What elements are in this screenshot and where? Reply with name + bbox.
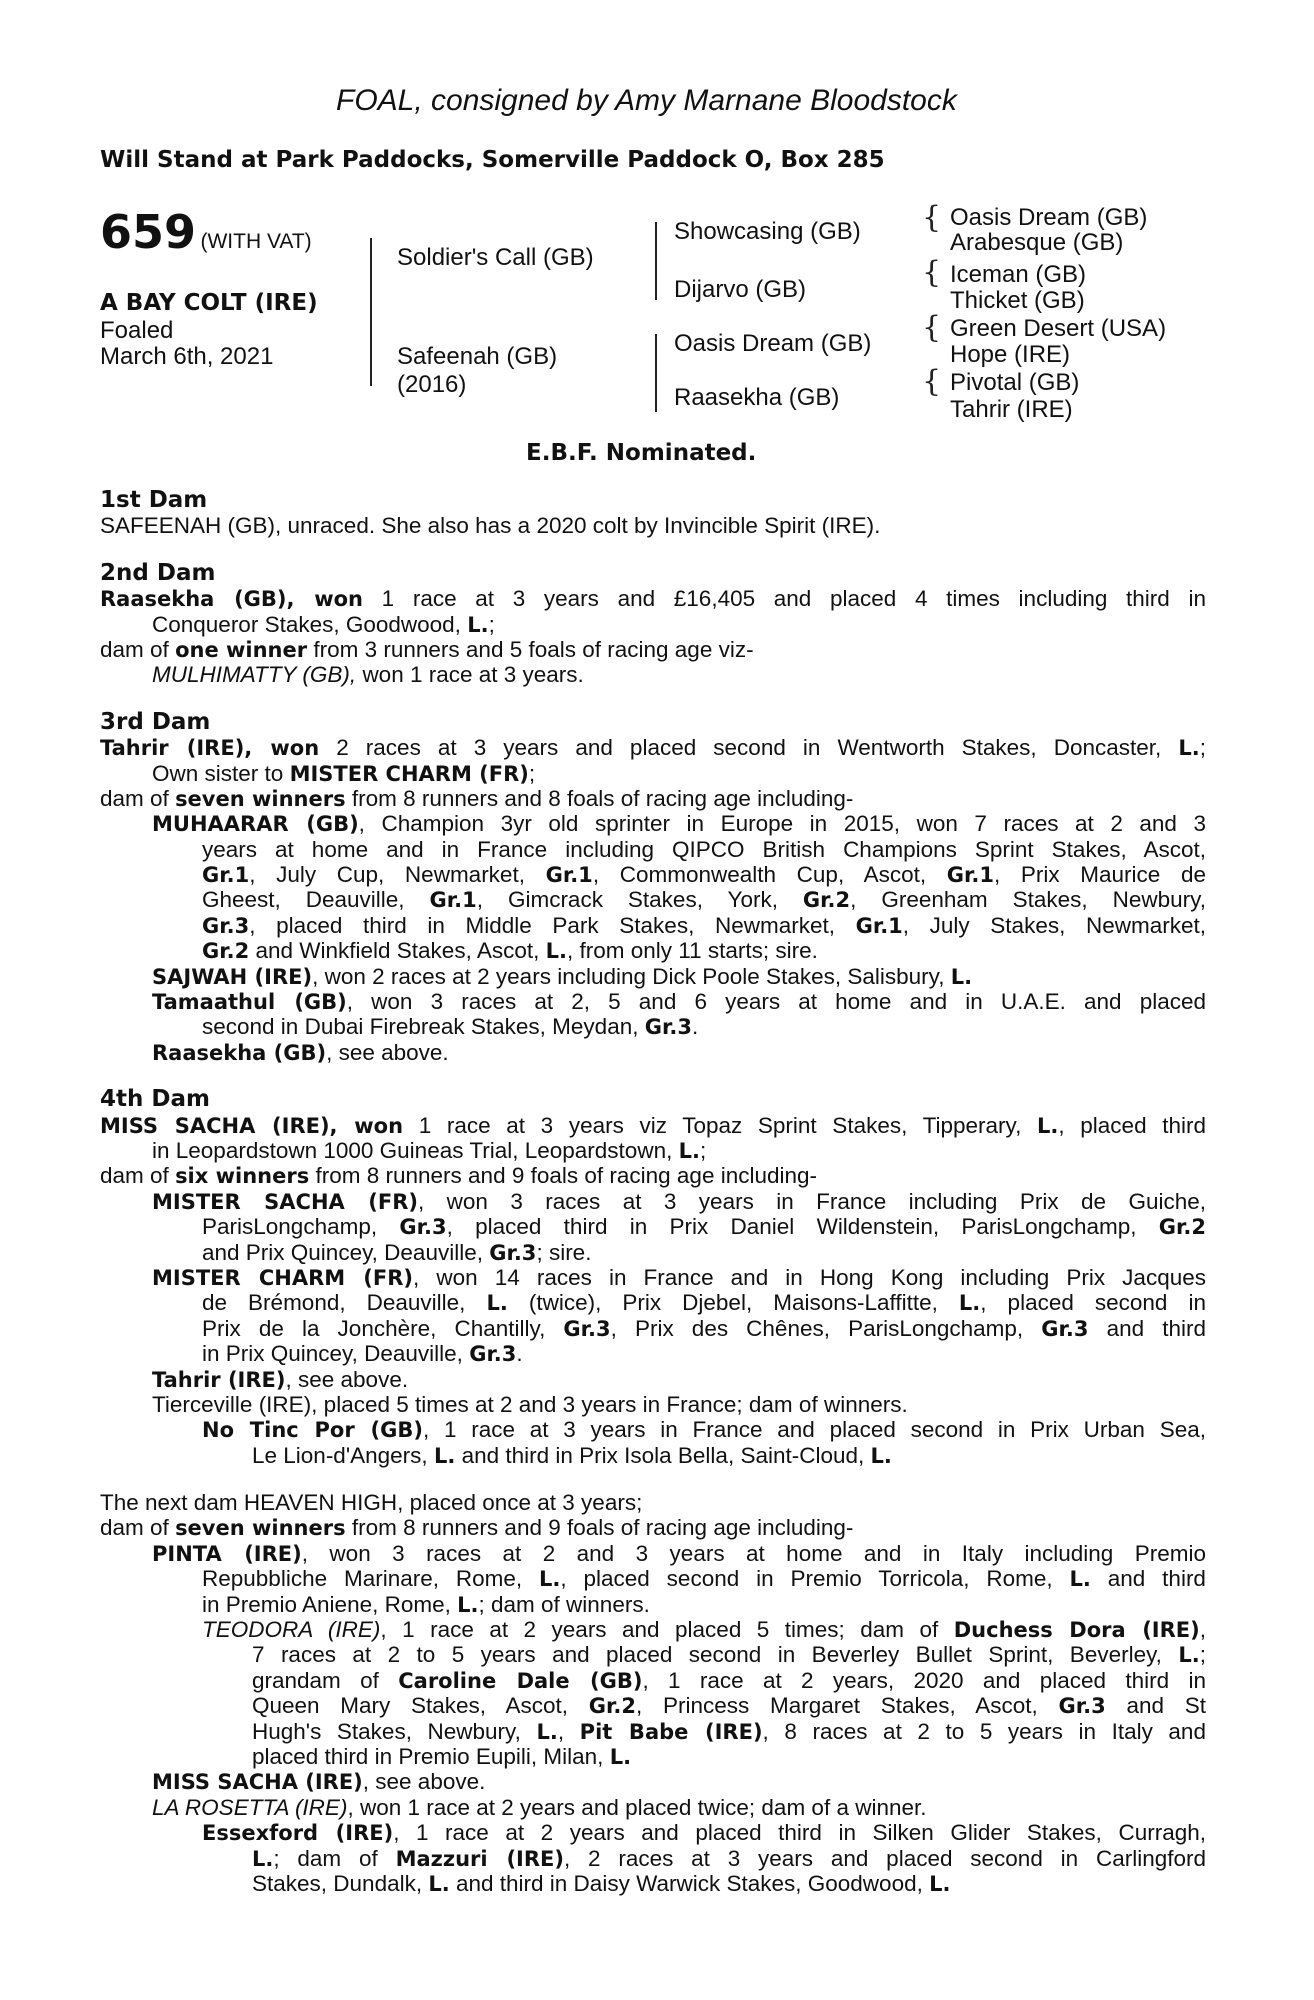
tierceville-line: Tierceville (IRE), placed 5 times at 2 and 3 years in France; dam of winners. (152, 1391, 908, 1417)
second-dam-line-4: MULHIMATTY (GB), won 1 race at 3 years. (152, 662, 584, 688)
mister-sacha-line-1: MISTER SACHA (FR), won 3 races at 3 years in France including Prix de Guiche, (152, 1188, 1207, 1214)
brace-4: { (922, 364, 942, 399)
mister-charm-line-1: MISTER CHARM (FR), won 14 races in France and in Hong Kong including Prix Jacques (152, 1264, 1206, 1290)
lot-vat: (WITH VAT) (200, 230, 312, 253)
next-dam-line-1: The next dam HEAVEN HIGH, placed once at 3 years; (100, 1490, 643, 1516)
raasekha-ref-line: Raasekha (GB), see above. (152, 1039, 449, 1065)
third-dam-line-3: dam of seven winners from 8 runners and 8 foals of racing age including- (100, 785, 854, 811)
pinta-line-2: Repubbliche Marinare, Rome, L., placed second in Premio Torricola, Rome, L. and third (202, 1566, 1206, 1592)
pedigree-sds: Iceman (GB) (950, 261, 1087, 288)
fourth-dam-heading: 4th Dam (100, 1086, 210, 1113)
catalogue-body (100, 488, 1206, 1896)
second-dam-line-2: Conqueror Stakes, Goodwood, L.; (152, 611, 495, 637)
lot-header (100, 205, 312, 259)
pedigree-ddd: Tahrir (IRE) (950, 396, 1073, 423)
lot-number: 659 (100, 205, 197, 259)
teodora-line-4: Queen Mary Stakes, Ascot, Gr.2, Princess Margaret Stakes, Ascot, Gr.3 and St (252, 1693, 1206, 1719)
muhaarar-line-2: years at home and in France including QIPCO British Champions Sprint Stakes, Ascot, (202, 836, 1206, 862)
sajwah-line: SAJWAH (IRE), won 2 races at 2 years including Dick Poole Stakes, Salisbury, L. (152, 963, 973, 989)
teodora-line-6: placed third in Premio Eupili, Milan, L. (252, 1743, 632, 1769)
first-dam-text: SAFEENAH (GB), unraced. She also has a 2020 colt by Invincible Spirit (IRE). (100, 513, 881, 539)
tamaathul-line-2: second in Dubai Firebreak Stakes, Meydan, Gr.3. (202, 1014, 699, 1040)
pedigree-dds: Pivotal (GB) (950, 369, 1080, 396)
pedigree-sire-sire: Showcasing (GB) (674, 218, 861, 245)
next-dam-line-2: dam of seven winners from 8 runners and 9 foals of racing age including- (100, 1515, 854, 1541)
ebf-nomination: E.B.F. Nominated. (526, 440, 757, 466)
brace-1: { (922, 200, 942, 235)
essexford-line-3: Stakes, Dundalk, L. and third in Daisy Warwick Stakes, Goodwood, L. (252, 1870, 951, 1896)
miss-sacha-ref-line: MISS SACHA (IRE), see above. (152, 1769, 486, 1795)
fourth-dam-line-2: in Leopardstown 1000 Guineas Trial, Leopardstown, L.; (152, 1137, 707, 1163)
muhaarar-line-4: Gheest, Deauville, Gr.1, Gimcrack Stakes, York, Gr.2, Greenham Stakes, Newbury, (202, 887, 1206, 913)
fourth-dam-line-3: dam of six winners from 8 runners and 9 foals of racing age including- (100, 1163, 818, 1189)
mister-charm-line-4: in Prix Quincey, Deauville, Gr.3. (202, 1341, 523, 1367)
mister-sacha-line-2: ParisLongchamp, Gr.3, placed third in Prix Daniel Wildenstein, ParisLongchamp, Gr.2 (202, 1214, 1206, 1240)
pedigree-sdd: Thicket (GB) (950, 287, 1085, 314)
mister-charm-line-2: de Brémond, Deauville, L. (twice), Prix Djebel, Maisons-Laffitte, L., placed second in (202, 1290, 1206, 1316)
second-dam-heading: 2nd Dam (100, 559, 216, 586)
third-dam-line-2: Own sister to MISTER CHARM (FR); (152, 760, 536, 786)
foaled-date: March 6th, 2021 (100, 343, 274, 370)
pedigree-dss: Green Desert (USA) (950, 315, 1167, 342)
second-dam-line-3: dam of one winner from 3 runners and 5 foals of racing age viz- (100, 636, 754, 662)
third-dam-line-1: Tahrir (IRE), won 2 races at 3 years and placed second in Wentworth Stakes, Doncaster, L.; (100, 735, 1206, 761)
tahrir-ref-line: Tahrir (IRE), see above. (152, 1366, 409, 1392)
muhaarar-line-1: MUHAARAR (GB), Champion 3yr old sprinter in Europe in 2015, won 7 races at 2 and 3 (152, 811, 1206, 837)
no-tinc-por-line-2: Le Lion-d'Angers, L. and third in Prix Isola Bella, Saint-Cloud, L. (252, 1442, 892, 1468)
no-tinc-por-line-1: No Tinc Por (GB), 1 race at 3 years in France and placed second in Prix Urban Sea, (202, 1417, 1206, 1443)
pedigree-dam-year: (2016) (397, 371, 467, 398)
sire-brace (655, 222, 657, 300)
fourth-dam-line-1: MISS SACHA (IRE), won 1 race at 3 years viz Topaz Sprint Stakes, Tipperary, L., placed third (100, 1112, 1206, 1138)
brace-2: { (922, 255, 942, 290)
pedigree-brace (370, 238, 372, 386)
stand-location: Will Stand at Park Paddocks, Somerville Paddock O, Box 285 (100, 147, 885, 173)
mister-sacha-line-3: and Prix Quincey, Deauville, Gr.3; sire. (202, 1239, 592, 1265)
teodora-line-2: 7 races at 2 to 5 years and placed second in Beverley Bullet Sprint, Beverley, L.; (252, 1642, 1206, 1668)
pedigree-dam: Safeenah (GB) (397, 343, 558, 370)
pinta-line-3: in Premio Aniene, Rome, L.; dam of winners. (202, 1591, 650, 1617)
second-dam-line-1: Raasekha (GB), won 1 race at 3 years and £16,405 and placed 4 times including third in (100, 586, 1206, 612)
catalogue-heading: FOAL, consigned by Amy Marnane Bloodstock (336, 84, 957, 117)
muhaarar-line-6: Gr.2 and Winkfield Stakes, Ascot, L., from only 11 starts; sire. (202, 938, 818, 964)
muhaarar-line-3: Gr.1, July Cup, Newmarket, Gr.1, Commonwealth Cup, Ascot, Gr.1, Prix Maurice de (202, 862, 1206, 888)
lot-name: A BAY COLT (IRE) (100, 290, 318, 316)
brace-3: { (922, 310, 942, 345)
tamaathul-line-1: Tamaathul (GB), won 3 races at 2, 5 and 6 years at home and in U.A.E. and placed (152, 989, 1206, 1015)
teodora-line-1: TEODORA (IRE), 1 race at 2 years and placed 5 times; dam of Duchess Dora (IRE), (202, 1617, 1206, 1643)
muhaarar-line-5: Gr.3, placed third in Middle Park Stakes, Newmarket, Gr.1, July Stakes, Newmarket, (202, 912, 1206, 938)
pedigree-ssd: Arabesque (GB) (950, 229, 1124, 256)
pinta-line-1: PINTA (IRE), won 3 races at 2 and 3 years at home and in Italy including Premio (152, 1540, 1206, 1566)
mister-charm-line-3: Prix de la Jonchère, Chantilly, Gr.3, Prix des Chênes, ParisLongchamp, Gr.3 and third (202, 1315, 1206, 1341)
third-dam-heading: 3rd Dam (100, 708, 211, 735)
essexford-line-1: Essexford (IRE), 1 race at 2 years and placed third in Silken Glider Stakes, Curragh, (202, 1820, 1207, 1846)
pedigree-dam-sire: Oasis Dream (GB) (674, 330, 872, 357)
dam-brace (655, 334, 657, 412)
essexford-line-2: L.; dam of Mazzuri (IRE), 2 races at 3 years and placed second in Carlingford (252, 1845, 1206, 1871)
pedigree-sss: Oasis Dream (GB) (950, 204, 1148, 231)
teodora-line-3: grandam of Caroline Dale (GB), 1 race at 2 years, 2020 and placed third in (252, 1667, 1206, 1693)
teodora-line-5: Hugh's Stakes, Newbury, L., Pit Babe (IRE), 8 races at 2 to 5 years in Italy and (252, 1718, 1206, 1744)
la-rosetta-line: LA ROSETTA (IRE), won 1 race at 2 years and placed twice; dam of a winner. (152, 1794, 927, 1820)
pedigree-dsd: Hope (IRE) (950, 341, 1071, 368)
foaled-label: Foaled (100, 317, 174, 344)
pedigree-sire-dam: Dijarvo (GB) (674, 276, 807, 303)
pedigree-sire: Soldier's Call (GB) (397, 244, 594, 271)
pedigree-dam-dam: Raasekha (GB) (674, 384, 840, 411)
first-dam-heading: 1st Dam (100, 487, 208, 513)
